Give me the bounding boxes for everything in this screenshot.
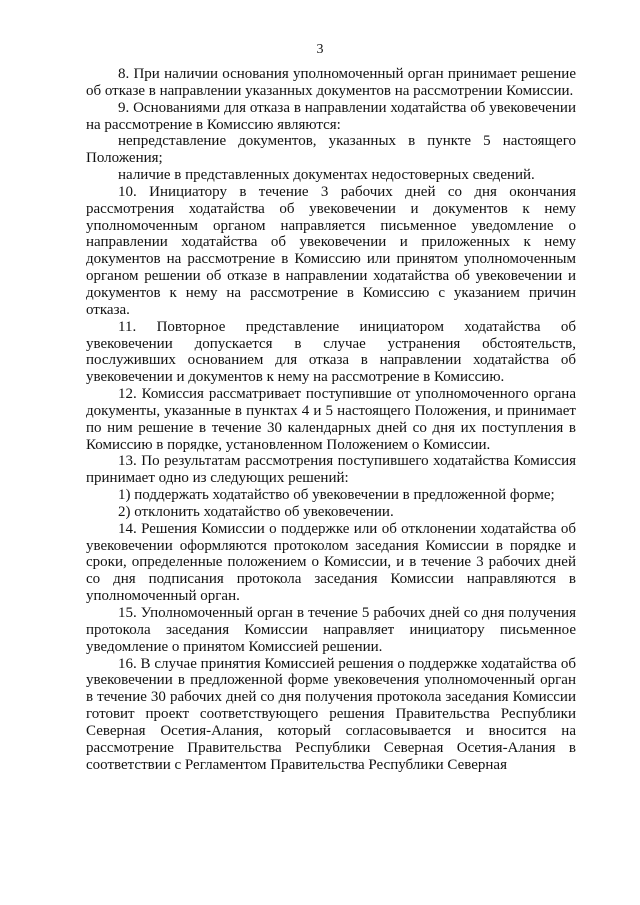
paragraph-9: 9. Основаниями для отказа в направлении ходатайства об увековечении на рассмотрение в Комиссию являются: (86, 99, 576, 133)
paragraph-15: 15. Уполномоченный орган в течение 5 рабочих дней со дня получения протокола заседания Комиссии направляет инициатору письменное уведомление о принятом Комиссией решении. (86, 605, 576, 655)
paragraph-8: 8. При наличии основания уполномоченный орган принимает решение об отказе в направлении указанных документов на рассмотрении Комиссии. (86, 66, 576, 99)
paragraph-14: 14. Решения Комиссии о поддержке или об отклонении ходатайства об увековечении оформляются протоколом заседания Комиссии в порядке и сроки, определенные положением о Комиссии, и в течение 3 рабочих дней со дня подписания протокола заседания Комиссии направляются в уполномоченный орган. (86, 520, 576, 605)
paragraph-13-item-1: 1) поддержать ходатайство об увековечении в предложенной форме; (118, 487, 555, 504)
paragraph-11: 11. Повторное представление инициатором ходатайства об увековечении допускается в случае устранения обстоятельств, послуживших основанием для отказа в направлении ходатайства об увековечении и документов к нему на рассмотрение в Комиссию. (86, 318, 576, 386)
paragraph-13: 13. По результатам рассмотрения поступившего ходатайства Комиссия принимает одно из следующих решений: (86, 453, 576, 487)
paragraph-9-item-1: непредставление документов, указанных в пункте 5 настоящего Положения; (86, 133, 576, 167)
paragraph-12: 12. Комиссия рассматривает поступившие от уполномоченного органа документы, указанные в пунктах 4 и 5 настоящего Положения, и принимает по ним решение в течение 30 календарных дней со дня их поступления в Комиссию в порядке, установленном Положением о Комиссии. (86, 386, 576, 453)
paragraph-10: 10. Инициатору в течение 3 рабочих дней со дня окончания рассмотрения ходатайства об увековечении и документов к нему уполномоченным органом направляется письменное уведомление о направлении ходатайства об увековечении и приложенных к нему документов на рассмотрение в Комиссию или принятом уполномоченным органом решении об отказе в направлении ходатайства об увековечении и документов к нему на рассмотрение в Комиссию с указанием причин отказа. (86, 183, 576, 318)
page-number: 3 (316, 42, 324, 57)
document-body (86, 66, 576, 773)
paragraph-16: 16. В случае принятия Комиссией решения о поддержке ходатайства об увековечении в предложенной форме увековечения уполномоченный орган в течение 30 рабочих дней со дня получения протокола заседания Комиссии готовит проект соответствующего решения Правительства Республики Северная Осетия-Алания, который согласовывается и вносится на рассмотрение Правительства Республики Северная Осетия-Алания в соответствии с Регламентом Правительства Республики Северная (86, 655, 576, 773)
paragraph-13-item-2: 2) отклонить ходатайство об увековечении. (118, 503, 394, 520)
paragraph-9-item-2: наличие в представленных документах недостоверных сведений. (118, 167, 535, 184)
